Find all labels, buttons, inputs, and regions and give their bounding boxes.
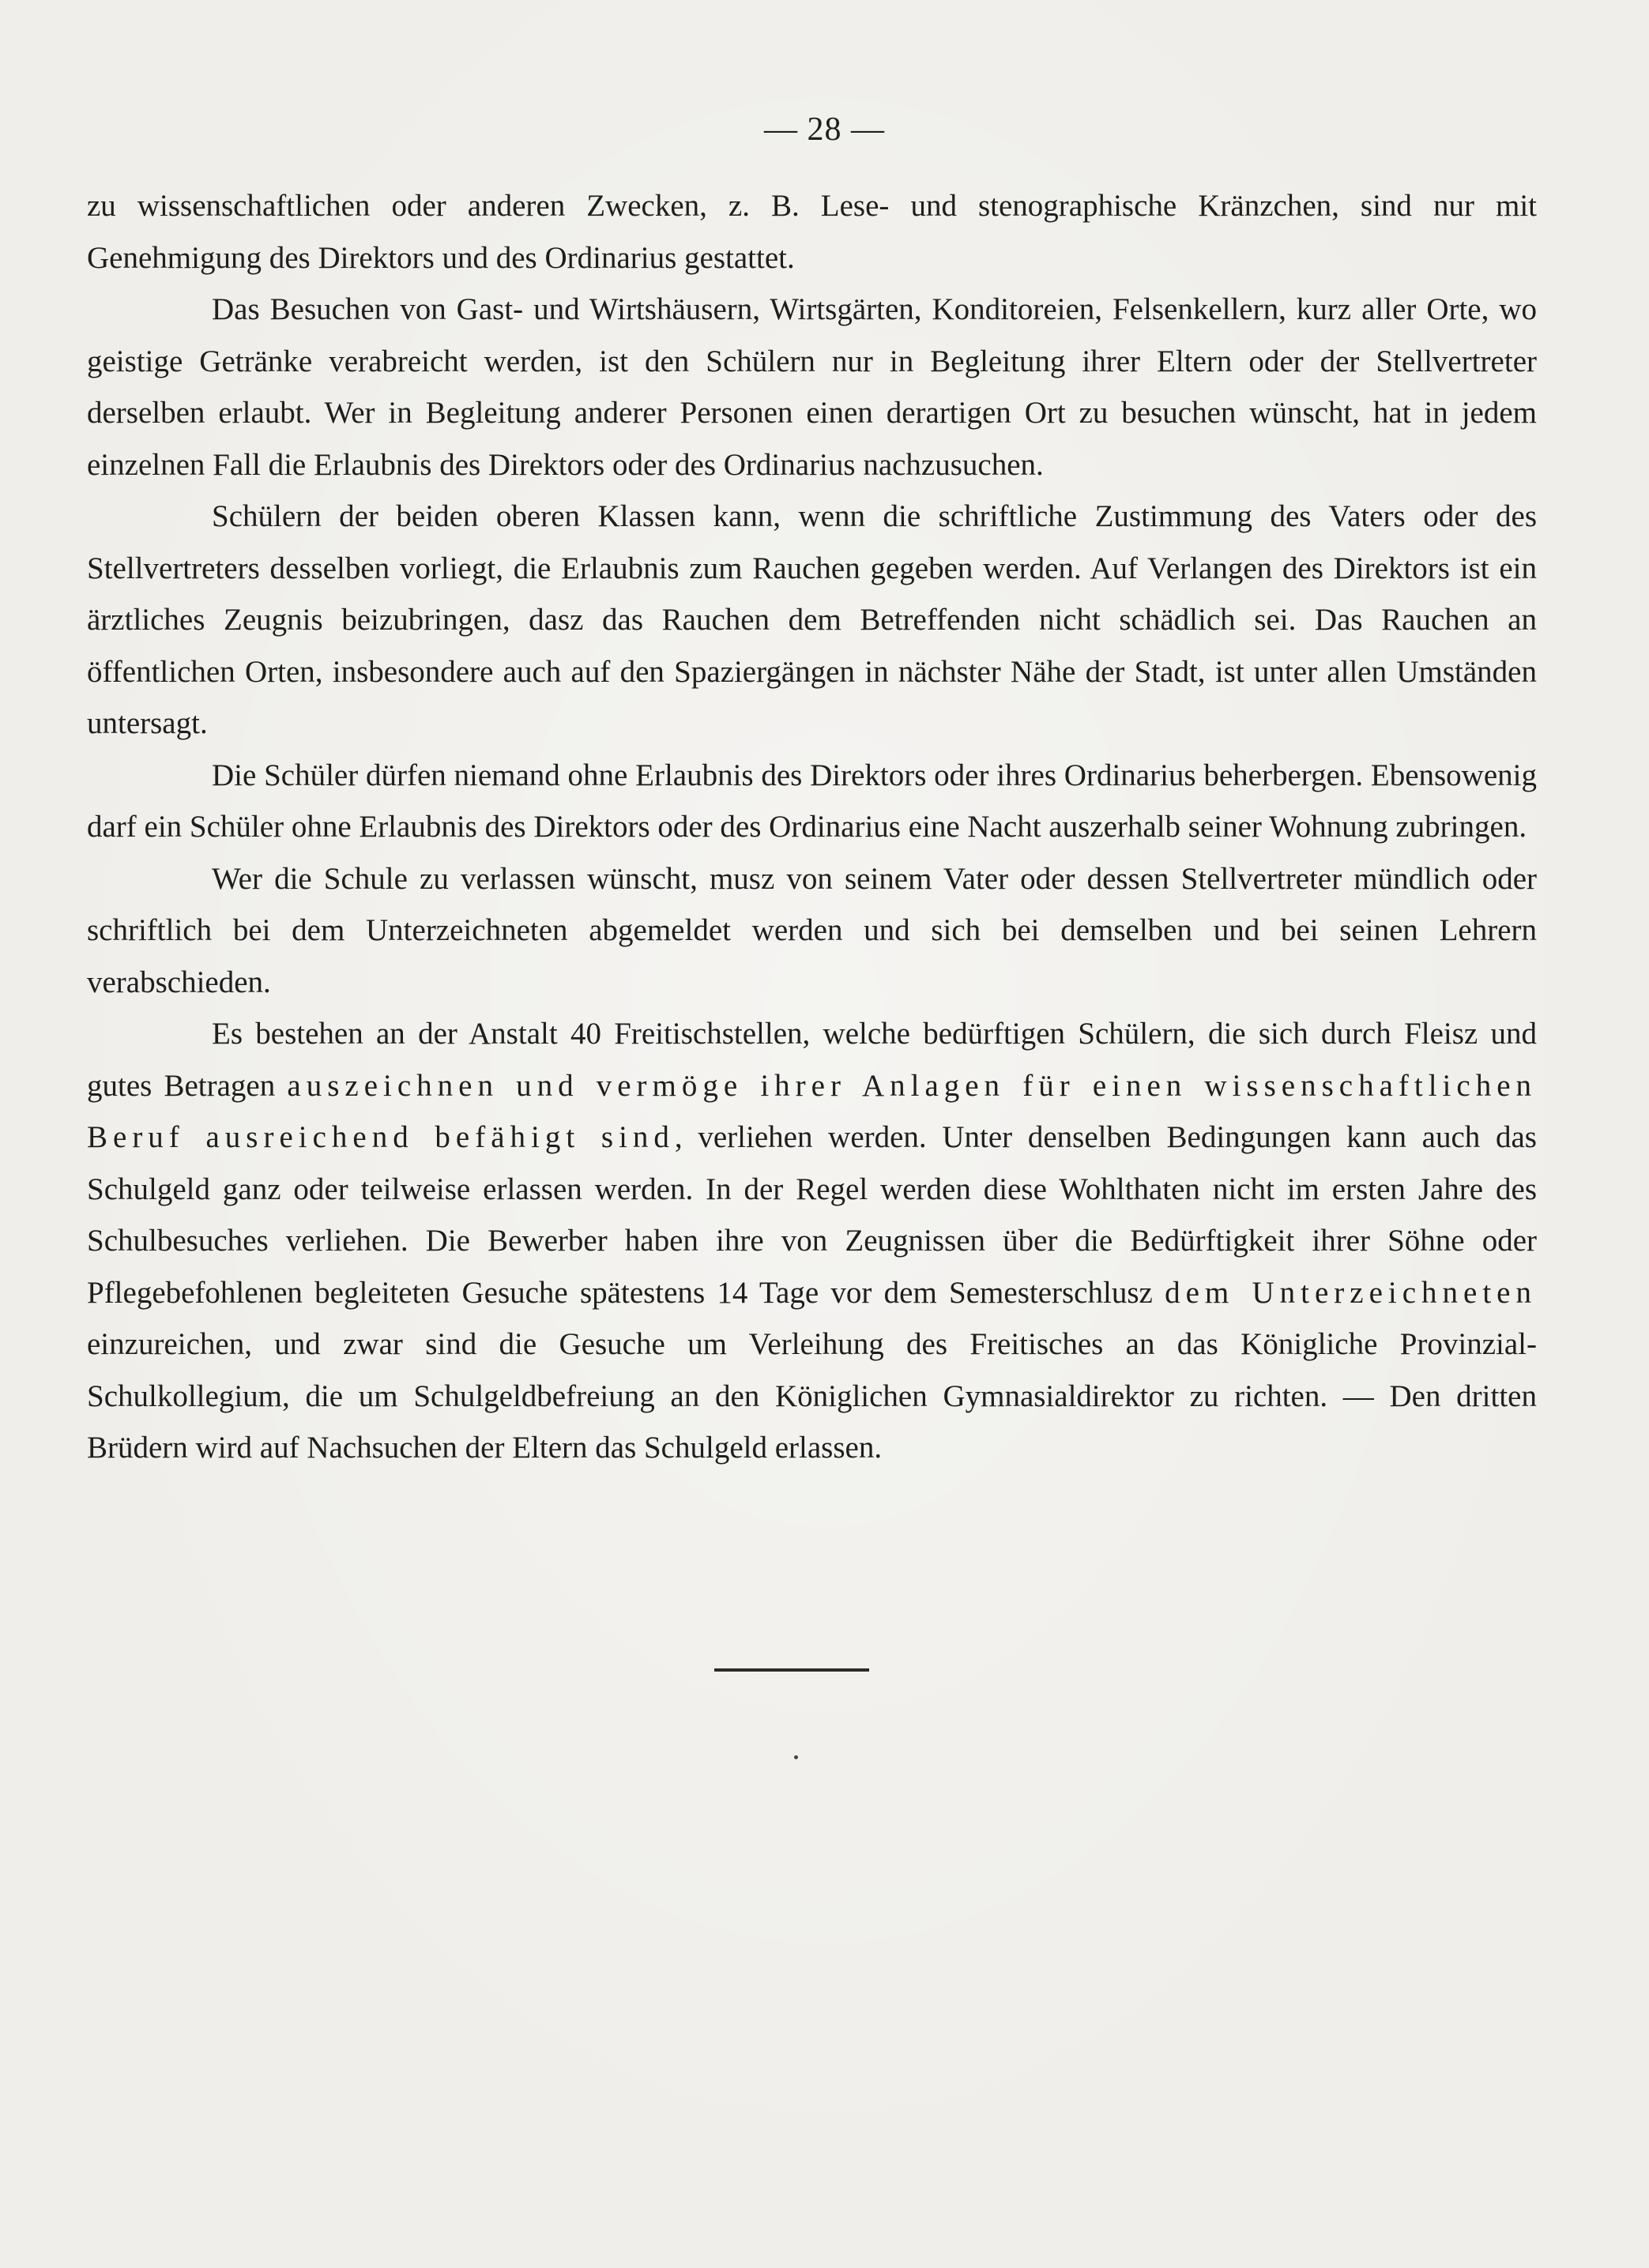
paragraph-1 [87, 284, 1537, 491]
paragraph-2-text: Schülern der beiden oberen Klassen kann, wenn die schriftliche Zustimmung des Vaters oder des Stellvertreters desselben vorliegt, die Erlaubnis zum Rauchen gegeben werden. Auf Verlangen des Direktors ist ein ärztliches Zeugnis beizubringen, dasz das Rauchen dem Betreffenden nicht schädlich sei. Das Rauchen an öffentlichen Orten, insbesondere auch auf den Spaziergängen in nächster Nähe der Stadt, ist unter allen Umständen untersagt. [87, 499, 1537, 740]
paragraph-5 [87, 1008, 1537, 1474]
paragraph-5-text-b: , verliehen werden. Unter denselben Bedingungen kann auch das Schulgeld ganz oder teilweise erlassen werden. In der Regel werden diese Wohlthaten nicht im ersten Jahre des Schulbesuches verliehen. Die Bewerber haben ihre von Zeugnissen über die Bedürftigkeit ihrer Söhne oder Pflegebefohlenen begleiteten Gesuche spätestens 14 Tage vor dem Semesterschlusz [87, 1120, 1537, 1310]
paragraph-5-emphasis-b: dem Unterzeichneten [1165, 1275, 1537, 1310]
paragraph-5-text-a: Es bestehen an der Anstalt 40 Freitischstellen, welche bedürftigen Schülern, die sich durch Fleisz und gutes Betragen [87, 1017, 1537, 1103]
paragraph-2 [87, 491, 1537, 750]
paragraph-0-text: zu wissenschaftlichen oder anderen Zwecken, z. B. Lese- und stenographische Kränzchen, sind nur mit Genehmigung des Direktors und des Ordinarius gestattet. [87, 189, 1537, 275]
paragraph-3-text: Die Schüler dürfen niemand ohne Erlaubnis des Direktors oder ihres Ordinarius beherbergen. Ebensowenig darf ein Schüler ohne Erlaubnis des Direktors oder des Ordinarius eine Nacht auszerhalb seiner Wohnung zubringen. [87, 758, 1537, 844]
section-divider [714, 1668, 869, 1672]
body-text [87, 180, 1537, 1474]
paragraph-4 [87, 853, 1537, 1009]
paragraph-1-text: Das Besuchen von Gast- und Wirtshäusern, Wirtsgärten, Konditoreien, Felsenkellern, kurz aller Orte, wo geistige Getränke verabreicht werden, ist den Schülern nur in Begleitung ihrer Eltern oder der Stellvertreter derselben erlaubt. Wer in Begleitung anderer Personen einen derartigen Ort zu besuchen wünscht, hat in jedem einzelnen Fall die Erlaubnis des Direktors oder des Ordinarius nachzusuchen. [87, 292, 1537, 482]
paragraph-5-emphasis-a: auszeichnen und vermöge ihrer Anlagen für einen wissenschaftlichen Beruf ausreichend befähigt sind [87, 1068, 1537, 1154]
paragraph-5-text-c: einzureichen, und zwar sind die Gesuche um Verleihung des Freitisches an das Königliche Provinzial-Schulkollegium, die um Schulgeldbefreiung an den Königlichen Gymnasialdirektor zu richten. — Den dritten Brüdern wird auf Nachsuchen der Eltern das Schulgeld erlassen. [87, 1327, 1537, 1465]
paragraph-0 [87, 180, 1537, 284]
paragraph-3 [87, 750, 1537, 853]
page-number: — 28 — [764, 111, 885, 148]
ink-speck [794, 1755, 798, 1759]
paragraph-4-text: Wer die Schule zu verlassen wünscht, musz von seinem Vater oder dessen Stellvertreter mündlich oder schriftlich bei dem Unterzeichneten abgemeldet werden und sich bei demselben und bei seinen Lehrern verabschieden. [87, 861, 1537, 999]
